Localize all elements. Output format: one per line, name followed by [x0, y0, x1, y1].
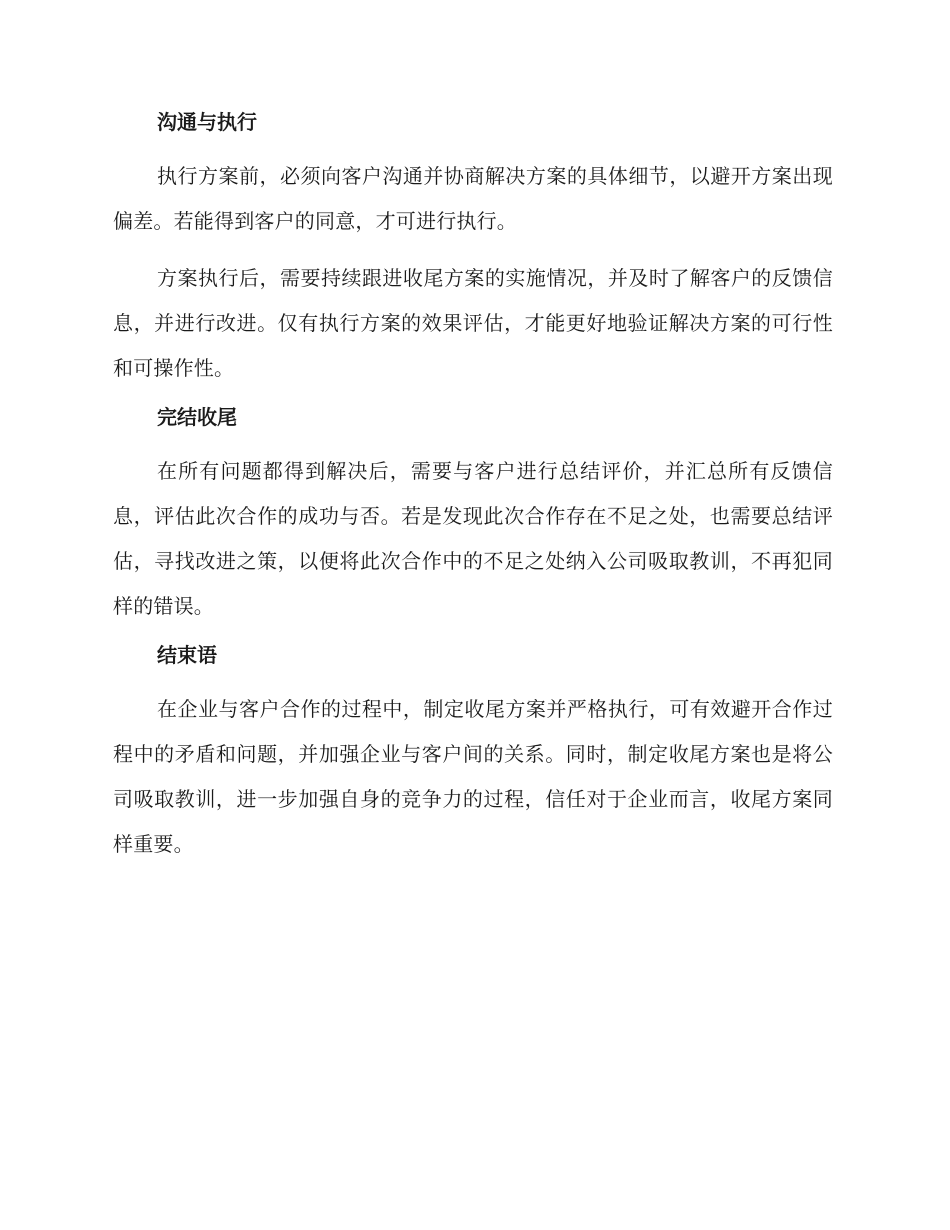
section-heading: 结束语 [157, 643, 217, 667]
section-heading: 沟通与执行 [157, 110, 257, 134]
section-closing [113, 403, 833, 629]
paragraph: 在所有问题都得到解决后，需要与客户进行总结评价，并汇总所有反馈信息，评估此次合作的成功与否。若是发现此次合作存在不足之处，也需要总结评估，寻找改进之策，以便将此次合作中的不足之处纳入公司吸取教训，不再犯同样的错误。 [113, 459, 833, 618]
paragraph: 方案执行后，需要持续跟进收尾方案的实施情况，并及时了解客户的反馈信息，并进行改进。仅有执行方案的效果评估，才能更好地验证解决方案的可行性和可操作性。 [113, 266, 833, 380]
document-page [113, 108, 833, 879]
paragraph: 在企业与客户合作的过程中，制定收尾方案并严格执行，可有效避开合作过程中的矛盾和问题，并加强企业与客户间的关系。同时，制定收尾方案也是将公司吸取教训，进一步加强自身的竞争力的过程，信任对于企业而言，收尾方案同样重要。 [113, 697, 833, 856]
section-conclusion [113, 641, 833, 867]
paragraph: 执行方案前，必须向客户沟通并协商解决方案的具体细节，以避开方案出现偏差。若能得到客户的同意，才可进行执行。 [113, 164, 833, 233]
section-communication-execution [113, 108, 833, 391]
section-heading: 完结收尾 [157, 405, 237, 429]
